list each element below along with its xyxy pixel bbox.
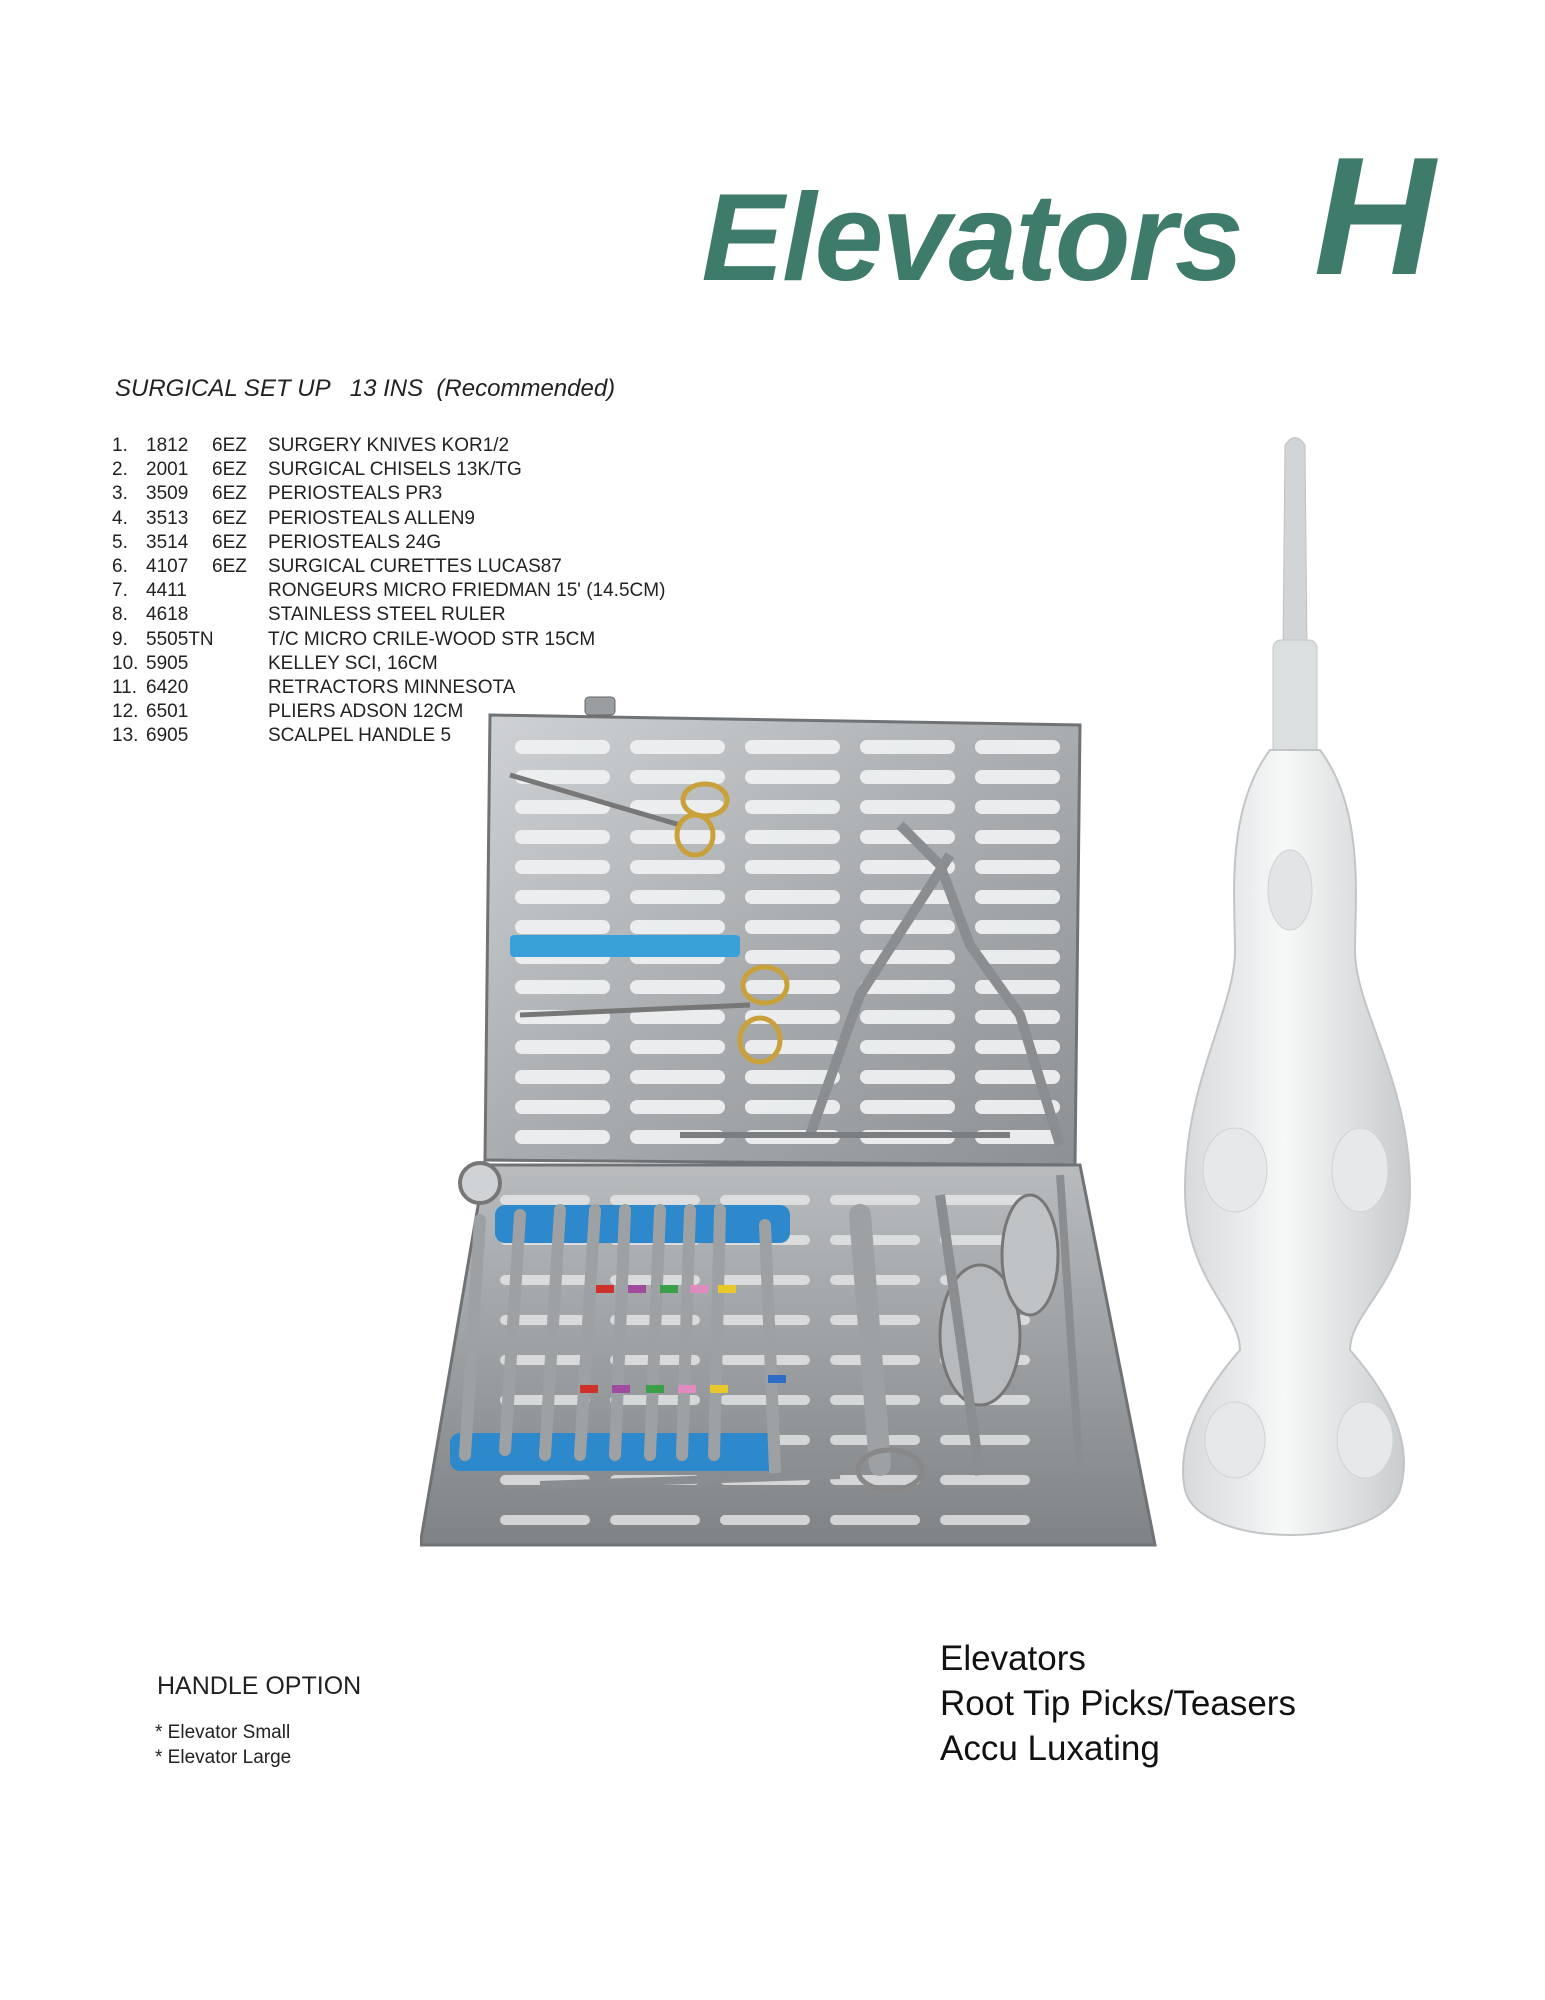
title-word: Elevators [701, 169, 1242, 307]
list-item: 4. 3513 6EZ PERIOSTEALS ALLEN9 [112, 507, 475, 529]
list-item: 12. 6501 PLIERS ADSON 12CM [112, 701, 464, 723]
list-item: 1. 1812 6EZ SURGERY KNIVES KOR1/2 [112, 435, 510, 456]
list-item: 10. 5905 KELLEY SCI, 16CM [112, 652, 438, 674]
list-item: 9. 5505TN T/C MICRO CRILE-WOOD STR 15CM [112, 628, 596, 650]
category-item: Root Tip Picks/Teasers [940, 1684, 1296, 1723]
setup-heading: SURGICAL SET UP 13 INS (Recommended) [115, 375, 616, 402]
list-item: 2. 2001 6EZ SURGICAL CHISELS 13K/TG [112, 459, 522, 481]
handle-option-title: HANDLE OPTION [157, 1672, 362, 1700]
list-item: 7. 4411 RONGEURS MICRO FRIEDMAN 15' (14.5CM) [112, 580, 666, 602]
list-item: 11. 6420 RETRACTORS MINNESOTA [112, 677, 516, 699]
list-item: * Elevator Large [155, 1747, 292, 1768]
list-item: 13. 6905 SCALPEL HANDLE 5 [112, 725, 452, 747]
handle-option-list [155, 1720, 291, 1770]
list-item: 6. 4107 6EZ SURGICAL CURETTES LUCAS87 [112, 556, 562, 578]
list-item: 3. 3509 6EZ PERIOSTEALS PR3 [112, 483, 443, 505]
category-item: Accu Luxating [940, 1729, 1160, 1768]
list-item: 5. 3514 6EZ PERIOSTEALS 24G [112, 531, 442, 553]
section-letter: H [1313, 122, 1435, 310]
category-list [940, 1636, 1296, 1771]
category-item: Elevators [940, 1639, 1086, 1678]
page-title [701, 122, 1435, 310]
elevator-handle-image [1165, 430, 1425, 1560]
list-item: 8. 4618 STAINLESS STEEL RULER [112, 604, 506, 626]
list-item: * Elevator Small [155, 1722, 291, 1743]
instrument-tray-image [420, 695, 1170, 1565]
